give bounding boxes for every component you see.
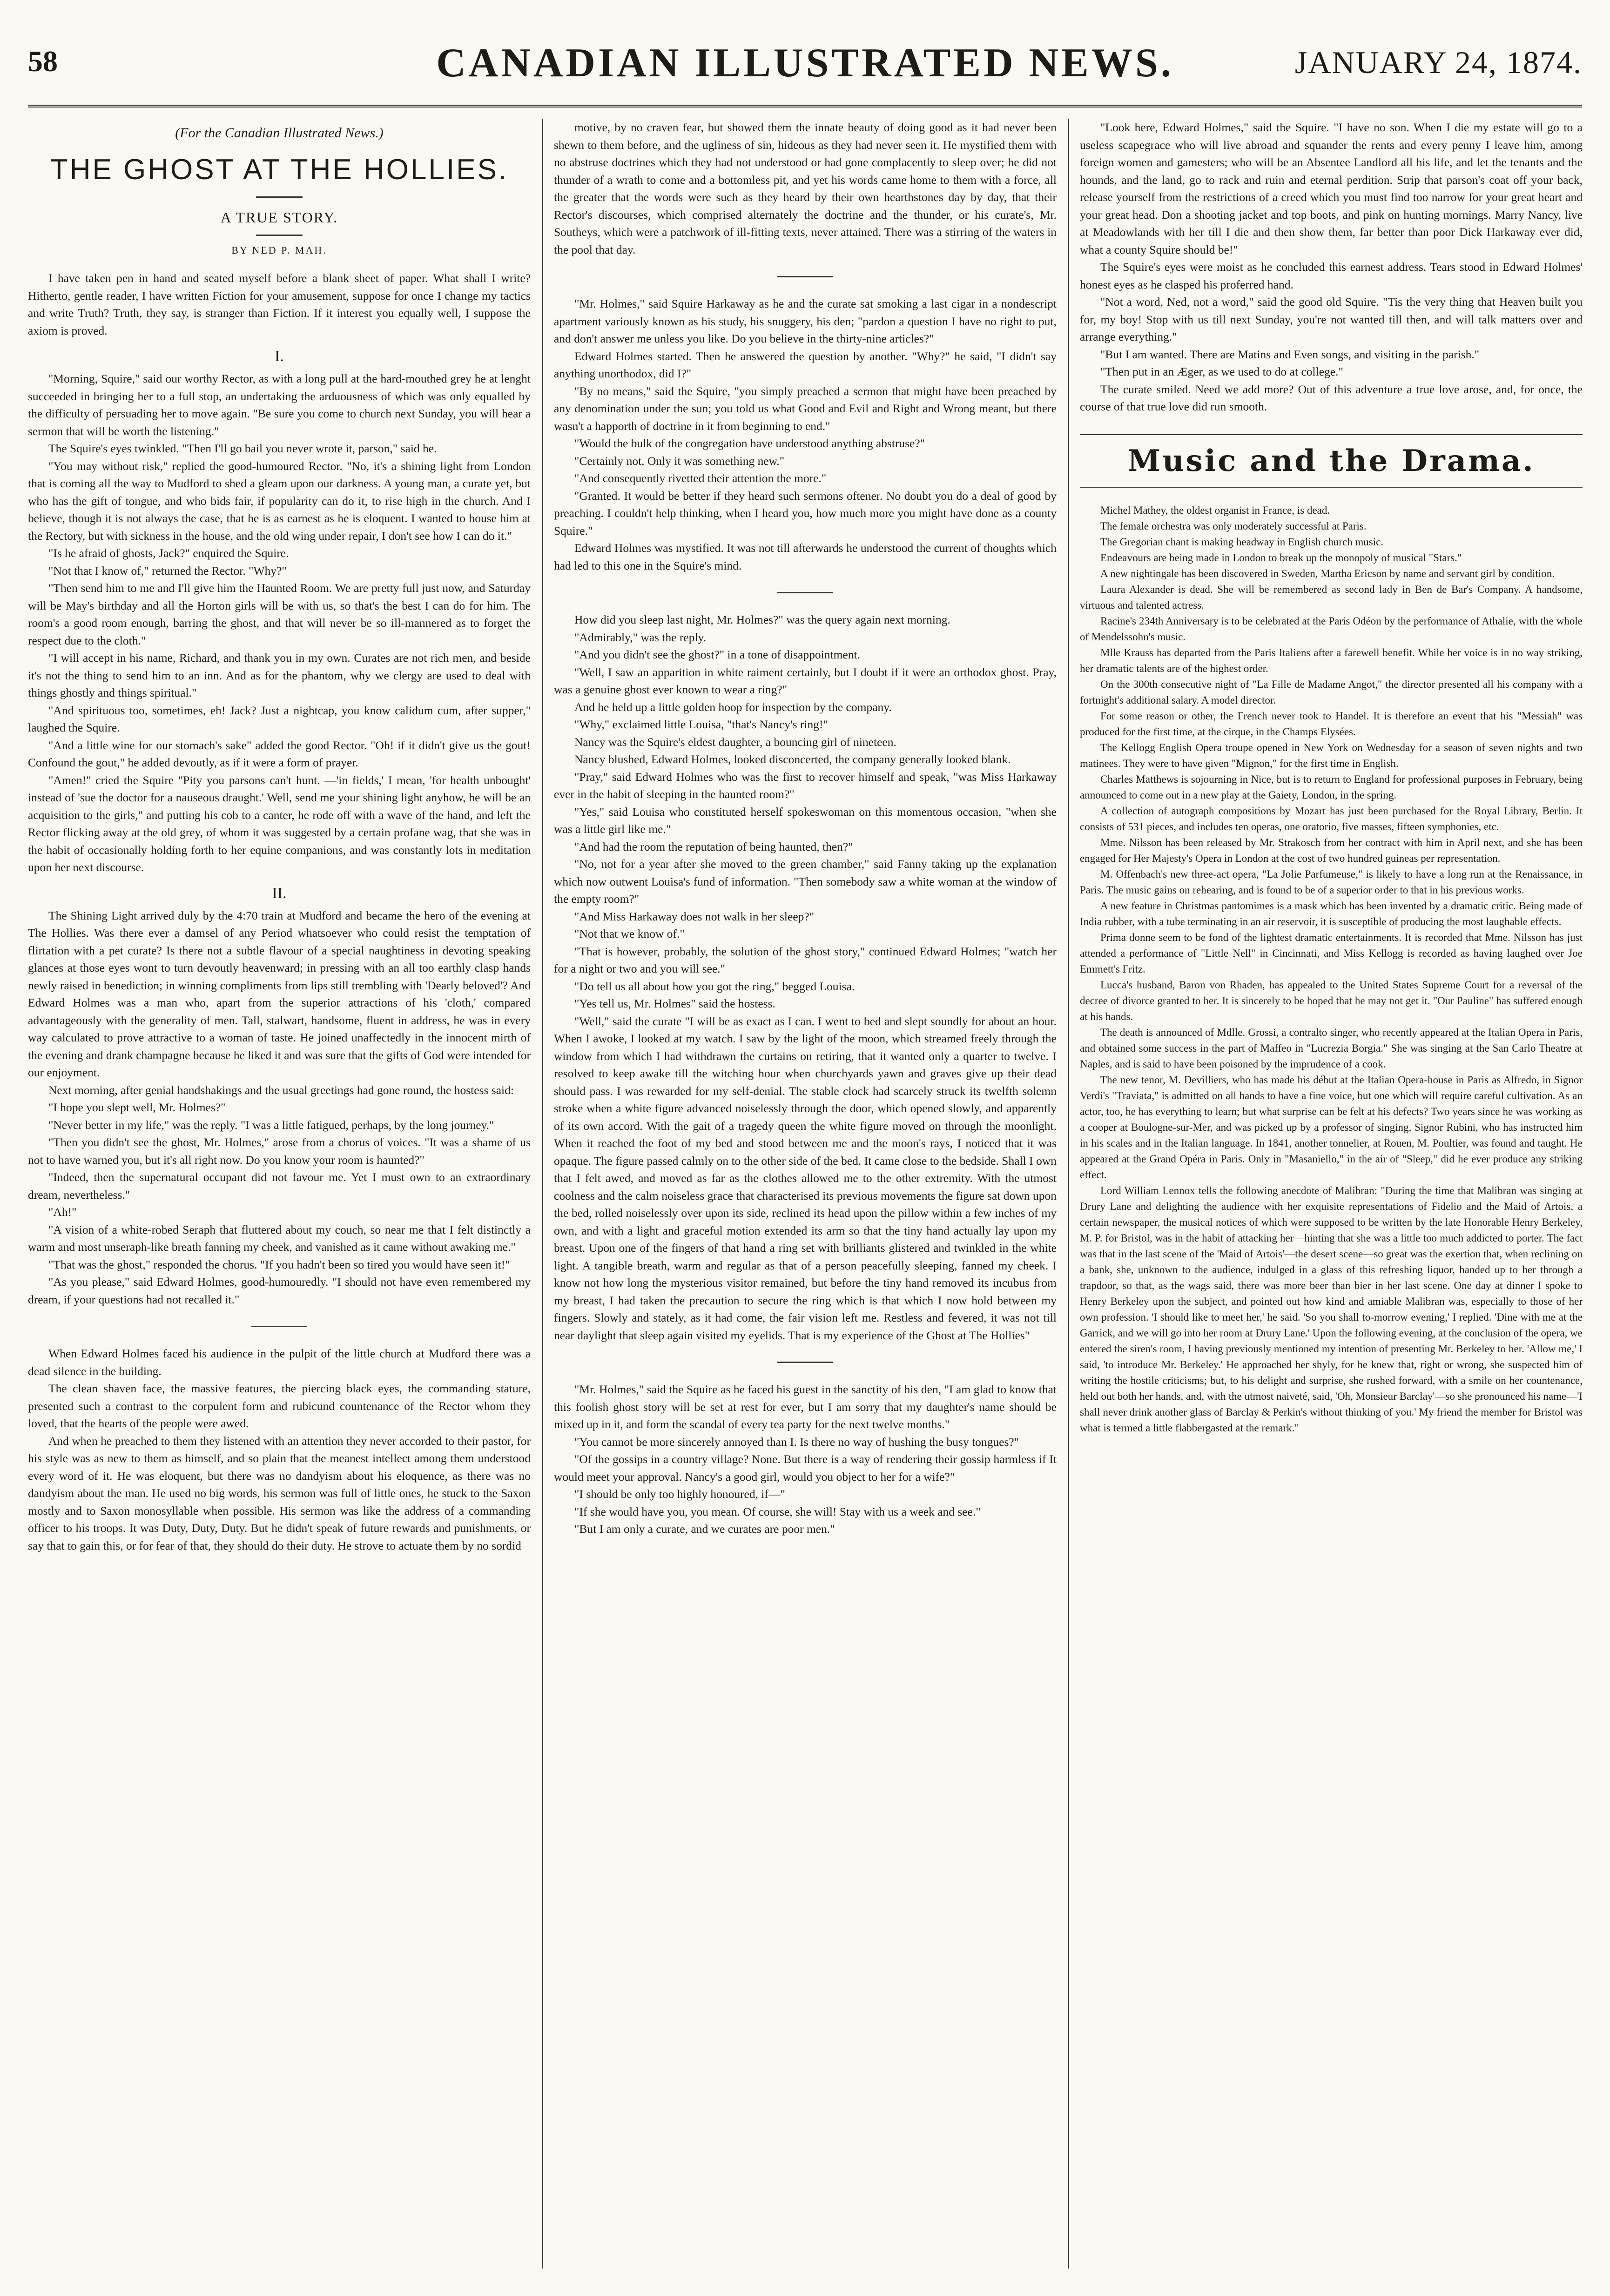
paragraph: "Admirably," was the reply.: [574, 630, 707, 644]
squire-dialogue: [554, 295, 1057, 574]
paragraph: "As you please," said Edward Holmes, good-humouredly. "I should not have even remembered my dream, if your questions had not recalled it.": [28, 1275, 531, 1306]
paragraph: "Then put in an Æger, as we used to do at college.": [1100, 365, 1343, 378]
paragraph: A new nightingale has been discovered in Sweden, Martha Ericson by name and servant girl by condition.: [1100, 567, 1555, 579]
paragraph: "If she would have you, you mean. Of course, she will! Stay with us a week and see.": [574, 1504, 981, 1518]
paragraph: The Squire's eyes were moist as he concluded this earnest address. Tears stood in Edward Holmes' honest eyes as he clasped his proferred hand.: [1080, 260, 1583, 291]
paragraph: Mlle Krauss has departed from the Paris Italiens after a farewell benefit. While her voice is in no way striking, her dramatic talents are of the highest order.: [1080, 646, 1583, 674]
section-2-body: [28, 907, 531, 1309]
paragraph: "And spirituous too, sometimes, eh! Jack? Just a nightcap, you know calidum cum, after supper," laughed the Squire.: [28, 703, 531, 734]
divider: [251, 1326, 307, 1327]
paragraph: "By no means," said the Squire, "you simply preached a sermon that might have been preached by any denomination under the sun; you told us what Good and Evil and Right and Wrong meant, but there wasn't a happorth of doctrine in it from beginning to end.": [554, 384, 1057, 433]
paragraph: Edward Holmes started. Then he answered the question by another. "Why?" he said, "I didn't say anything unorthodox, did I?": [554, 349, 1057, 380]
music-drama-heading: Music and the Drama.: [1080, 434, 1583, 488]
column-rule: [1068, 119, 1069, 2269]
column-3: [1080, 119, 1583, 2269]
paragraph: "I will accept in his name, Richard, and thank you in my own. Curates are not rich men, and beside it's not the thing to send him to an inn. And as for the phantom, why we clergy are used to deal with things ghostly and things spiritual.": [28, 651, 531, 699]
paragraph: "And Miss Harkaway does not walk in her sleep?": [574, 909, 815, 923]
story-intro: I have taken pen in hand and seated myself before a blank sheet of paper. What shall I write? Hitherto, gentle reader, I have written Fiction for your amusement, suppose for once I change my tactics and write Truth? Truth, they say, is stranger than Fiction. If it interest you equally well, I suppose the axiom is proved.: [28, 271, 531, 337]
paragraph: "Pray," said Edward Holmes who was the first to recover himself and speak, "was Miss Harkaway ever in the habit of sleeping in the haunted room?": [554, 770, 1057, 801]
paragraph: The clean shaven face, the massive features, the piercing black eyes, the commanding stature, presented such a contrast to the corpulent form and rubicund countenance of the Rector whom they loved, that the hearts of the people were awed.: [28, 1382, 531, 1430]
paragraph: For some reason or other, the French never took to Handel. It is therefore an event that his "Messiah" was produced for the first time, at the cirque, in the Champs Elysées.: [1080, 710, 1583, 738]
paragraph: "I should be only too highly honoured, if—": [574, 1487, 785, 1501]
paragraph: "But I am wanted. There are Matins and Even songs, and visiting in the parish.": [1100, 347, 1480, 361]
column-1: [28, 119, 531, 2269]
paragraph: Nancy was the Squire's eldest daughter, a bouncing girl of nineteen.: [574, 735, 896, 749]
paragraph: "Then you didn't see the ghost, Mr. Holmes," arose from a chorus of voices. "It was a shame of us not to have warned you, but it's all right now. Do you know your room is haunted?": [28, 1135, 531, 1167]
divider: [777, 592, 833, 593]
paragraph: On the 300th consecutive night of "La Fille de Madame Angot," the director presented all his company with a fortnight's additional salary. A model director.: [1080, 678, 1583, 706]
paragraph: "But I am only a curate, and we curates are poor men.": [574, 1522, 835, 1536]
newspaper-title: CANADIAN ILLUSTRATED NEWS.: [436, 40, 1174, 86]
columns: [28, 119, 1582, 2269]
paragraph: The female orchestra was only moderately successful at Paris.: [1100, 520, 1367, 532]
music-drama-items: [1080, 503, 1583, 1436]
paragraph: Next morning, after genial handshakings and the usual greetings had gone round, the hostess said:: [48, 1083, 514, 1097]
paragraph: And when he preached to them they listened with an attention they never accorded to their pastor, for his style was as new to them as himself, and so plain that the meanest intellect among them understood every word of it. He was eloquent, but there was no dandyism about his eloquence, as there was no dandyism about the man. He used no big words, his sermon was full of little ones, he stuck to the Saxon mostly and to Saxon monosyllable when possible. His sermon was like the address of a commanding officer to his troops. It was Duty, Duty, Duty. But he didn't speak of future rewards and punishments, or say that to gain this, or for fear of that, they should do their duty. He strove to actuate them by no sordid: [28, 1434, 531, 1552]
paragraph: "Certainly not. Only it was something new.": [574, 454, 785, 468]
paragraph: A new feature in Christmas pantomimes is a mask which has been invented by a dramatic critic. Being made of India rubber, with a tube terminating in an air reservoir, it is susceptible of producing the most laughable effects.: [1080, 900, 1583, 927]
paragraph: The new tenor, M. Devilliers, who has made his début at the Italian Opera-house in Paris as Alfredo, in Signor Verdi's "Traviata," is admitted on all hands to have a fine voice, but one which will require careful cultivation. As an actor, too, he has everything to learn; but what surprise can be felt at his defects? Two years since he was working as a cooper at Boulogne-sur-Mer, and was picked up by a professor of singing, Signor Rubini, who has instructed him in his scales and in the Italian language. In 1841, another tonnelier, at Rouen, M. Poultier, was found and taught. He appeared at the Grand Opéra in Paris. Only in "Masaniello," in the air of "Sleep," did he ever produce any striking effect.: [1080, 1074, 1583, 1181]
sermon-continued: [554, 119, 1057, 258]
section-1-body: [28, 370, 531, 876]
divider: [256, 196, 303, 198]
paragraph: Racine's 234th Anniversary is to be celebrated at the Paris Odéon by the performance of Athalie, with the whole of Mendelssohn's music.: [1080, 615, 1583, 643]
paragraph: And he held up a little golden hoop for inspection by the company.: [574, 700, 892, 714]
paragraph: "Mr. Holmes," said the Squire as he faced his guest in the sanctity of his den, "I am glad to know that this foolish ghost story will be set at rest for ever, but I am sorry that my daughter's name should be mixed up in it, and form the scandal of every tea party for the next twelve months.": [554, 1383, 1057, 1431]
column-2: [554, 119, 1057, 2269]
paragraph: "Well," said the curate "I will be as exact as I can. I went to bed and slept soundly for about an hour. When I awoke, I looked at my watch. I saw by the light of the moon, which streamed freely through the window from which I had withdrawn the curtains on retiring, that it wanted only a quarter to twelve. I resolved to keep awake till the witching hour when churchyards yawn and graves give up their dead should pass. I was rewarded for my self-denial. The stable clock had scarcely struck its twelfth solemn stroke when a white figure advanced noiselessly through the door, which opened slowly, and apparently of its own accord. With the gait of a tragedy queen the white figure moved on through the moonlight. When it reached the foot of my bed and stood between me and the moon's rays, I noticed that it was opaque. The figure passed calmly on to the other side of the bed. It came close to the bedside. Shall I own that I felt awed, and moved as far as the clothes allowed me to the other extremity. With the utmost coolness and the calm noiseless grace that characterised its previous movements the figure sat down upon the bed, rolled noiselessly over upon its side, reclined its head upon the pillow within a few inches of my own, and with a light and graceful motion extended its arm so that the tiny hand actually lay upon my breast. Upon one of the fingers of that hand a ring set with brilliants glistered and twinkled in the white light. A tangible breath, warm and regular as that of a person peacefully sleeping, fanned my cheek. I know not how long the mysterious visitor remained, but before the tiny hand removed its incubus from my breast, I had taken the precaution to secure the ring which is that which I now hold between my fingers. Slowly and stately, as it had come, the fair vision left me. Restless and fevered, it was not till near daylight that sleep again visited my eyelids. That is my experience of the Ghost at The Hollies": [554, 1014, 1057, 1342]
paragraph: "Amen!" cried the Squire "Pity you parsons can't hunt. —'in fields,' I mean, 'for health unbought' instead of 'sue the doctor for a nauseous draught.' Well, send me your shining light anyhow, he will be an acquisition to the girls," and putting his cob to a canter, he rode off with a wave of the hand, and left the Rector flicking away at the old grey, of whom it was suggested by a certain profane wag, that she was in the habit of occasionally holding forth to her equine companions, and was constantly lots in meditation upon her next discourse.: [28, 773, 531, 874]
story-subtitle: A TRUE STORY.: [220, 209, 338, 226]
paragraph: "Not a word, Ned, not a word," said the good old Squire. "Tis the very thing that Heaven built you for, my boy! Stop with us till next Sunday, you're not wanted till then, and will talk matters over and arrange everything.": [1080, 295, 1583, 343]
paragraph: "Is he afraid of ghosts, Jack?" enquired the Squire.: [48, 546, 289, 560]
paragraph: "Morning, Squire," said our worthy Rector, as with a long pull at the hard-mouthed grey he at lenght succeeded in bringing her to a full stop, an undertaking the arduousness of which was only equalled by the difficulty of persuading her to move again. "Be sure you come to church next Sunday, you will hear a sermon that will be worth the listening.": [28, 372, 531, 438]
paragraph: "Indeed, then the supernatural occupant did not favour me. Yet I must own to an extraordinary dream, nevertheless.": [28, 1170, 531, 1202]
paragraph: "Never better in my life," was the reply. "I was a little fatigued, perhaps, by the long journey.": [48, 1118, 494, 1132]
ghost-dialogue: [554, 611, 1057, 1344]
paragraph: The Kellogg English Opera troupe opened in New York on Wednesday for a season of seven nights and two matinees. They were to have given "Mignon," for the first time in English.: [1080, 741, 1583, 769]
paragraph: Mme. Nilsson has been released by Mr. Strakosch from her contract with him in April next, and she has been engaged for Her Majesty's Opera in London at the cost of two hundred guineas per representation.: [1080, 836, 1583, 864]
paragraph: "Not that we know of.": [574, 927, 685, 940]
story-title: THE GHOST AT THE HOLLIES.: [50, 154, 509, 186]
paragraph: Laura Alexander is dead. She will be remembered as second lady in Ben de Bar's Company. A handsome, virtuous and talented actress.: [1080, 583, 1583, 611]
story-conclusion: [1080, 119, 1583, 416]
paragraph: Lord William Lennox tells the following anecdote of Malibran: "During the time that Malibran was singing at Drury Lane and delighting the audience with her exquisite representations of Fidelio and the Maid of Artois, a certain newspaper, the musical notices of which were supposed to be written by the late Honorable Henry Berkeley, M. P. for Bristol, was in the habit of attacking her—hinting that she was a little too much addicted to porter. The fact was that in the last scene of the 'Maid of Artois'—the desert scene—so great was the exertion that, when reclining on a bank, she, unknown to the audience, indulged in a glass of this refreshing liquor, handed up to her through a trapdoor, so that, as the wags said, there was more beer than bier in her last scene. One day at dinner I spoke to Henry Berkeley upon the subject, and pointed out how kind and amiable Malibran was, especially to those of her own profession. 'I should like to meet her,' he said. 'So you shall to-morrow evening,' I replied. 'Dine with me at the Garrick, and we will go into her room at Drury Lane.' Upon the following evening, at the conclusion of the opera, we entered the siren's room, I having previously mentioned my intention of presenting Mr. Berkeley to her. 'Allow me,' I said, 'to introduce Mr. Berkeley.' He approached her shyly, for he knew that, right or wrong, she suspected him of writing the hostile criticisms; but, to his delight and surprise, she rushed forward, with a smile on her countenance, held out both her hands, and, with the utmost naiveté, said, 'Oh, Monsieur Barclay'—so she pronounced his name—'I shall never drink another glass of Barclay & Perkin's without thinking of you.' My friend the member for Bristol was what is termed a little flabbergasted at the remark.": [1080, 1184, 1583, 1434]
paragraph: Nancy blushed, Edward Holmes, looked disconcerted, the company generally looked blank.: [574, 752, 1011, 766]
paragraph: Lucca's husband, Baron von Rhaden, has appealed to the United States Supreme Court for a reversal of the decree of divorce granted to her. It is sincerely to be hoped that he may not get it. "Our Pauline" has suffered enough at his hands.: [1080, 979, 1583, 1022]
paragraph: "Look here, Edward Holmes," said the Squire. "I have no son. When I die my estate will go to a useless scapegrace who will live abroad and squander the rents and every penny I leave him, among foreign women and gamesters; who will be an Absentee Landlord all his life, and let the tenants and the hounds, and the land, go to rack and ruin and eternal perdition. Strip that parson's coat off your back, release yourself from the restrictions of a creed which you must find too narrow for your great heart and your great head. Don a shooting jacket and top boots, and pink on hunting mornings. Marry Nancy, live at Meadowlands with her till I die and then show them, far better than poor Dick Harkaway ever did, what a county Squire should be!": [1080, 121, 1583, 256]
paragraph: When Edward Holmes faced his audience in the pulpit of the little church at Mudford there was a dead silence in the building.: [28, 1347, 531, 1378]
paragraph: Edward Holmes was mystified. It was not till afterwards he understood the current of thoughts which had led to this one in the Squire's mind.: [554, 541, 1057, 572]
newspaper-page: [28, 26, 1582, 2269]
paragraph: "You may without risk," replied the good-humoured Rector. "No, it's a shining light from London that is coming all the way to Mudford to shed a gleam upon our darkness. A young man, a curate yet, but who has the gift of tongue, and who bids fair, if popularity can do it, to rise high in the church. And I believe, though it is not always the case, that he is as earnest as he is eloquent. I wanted to house him at the Rectory, but with sickness in the house, and the old wing under repair, I don't see how I can do it.": [28, 459, 531, 543]
paragraph: Charles Matthews is sojourning in Nice, but is to return to England for professional purposes in February, being announced to come out in a new play at the Gaiety, London, in the spring.: [1080, 773, 1583, 801]
paragraph: "Mr. Holmes," said Squire Harkaway as he and the curate sat smoking a last cigar in a nondescript apartment variously known as his study, his snuggery, his den; "pardon a question I have no right to put, and don't answer me unless you like. Do you believe in the thirty-nine articles?": [554, 297, 1057, 345]
paragraph: The curate smiled. Need we add more? Out of this adventure a true love arose, and, for once, the course of that true love did run smooth.: [1080, 382, 1583, 413]
issue-date: JANUARY 24, 1874.: [1294, 45, 1582, 80]
section-number: I.: [275, 348, 284, 365]
section-number: II.: [272, 884, 287, 902]
paragraph: The death is announced of Mdlle. Grossi, a contralto singer, who recently appeared at the Italian Opera in Paris, and obtained some success in the part of Maffeo in "Lucrezia Borgia." She was singing at the San Carlo Theatre at Naples, and is said to have been poisoned by the imprudence of a cook.: [1080, 1026, 1583, 1070]
paragraph: "You cannot be more sincerely annoyed than I. Is there no way of hushing the busy tongues?": [574, 1435, 1019, 1449]
proposal-dialogue: [554, 1381, 1057, 1538]
paragraph: Endeavours are being made in London to break up the monopoly of musical "Stars.": [1100, 551, 1462, 564]
byline: BY NED P. MAH.: [231, 244, 327, 256]
paragraph: "A vision of a white-robed Seraph that fluttered about my couch, so near me that I felt distinctly a warm and most unseraph-like breath fanning my cheek, and vanished as it came without awaking me.": [28, 1222, 531, 1254]
paragraph: "And a little wine for our stomach's sake" added the good Rector. "Oh! if it didn't give us the gout! Confound the gout," he added devoutly, as if it were a form of prayer.: [28, 738, 531, 769]
paragraph: Prima donne seem to be fond of the lightest dramatic entertainments. It is recorded that Mme. Nilsson has just attended a performance of "Little Nell" in Cincinnati, and Miss Kellogg is recorded as having laughed over Joe Emmett's Fritz.: [1080, 931, 1583, 975]
paragraph: "And had the room the reputation of being haunted, then?": [574, 839, 853, 853]
sermon-body: [28, 1345, 531, 1554]
paragraph: "Yes tell us, Mr. Holmes" said the hostess.: [574, 997, 775, 1010]
paragraph: "Why," exclaimed little Louisa, "that's Nancy's ring!": [574, 718, 828, 731]
paragraph: "And consequently rivetted their attention the more.": [574, 471, 827, 485]
page-number: 58: [28, 45, 58, 78]
paragraph: "Granted. It would be better if they heard such sermons oftener. No doubt you do a deal of good by preaching. I couldn't help thinking, when I heard you, how much more you might have done as a county Squire.": [554, 489, 1057, 537]
paragraph: Michel Mathey, the oldest organist in France, is dead.: [1100, 504, 1330, 516]
paragraph: "Then send him to me and I'll give him the Haunted Room. We are pretty full just now, and Saturday will be May's birthday and all the Horton girls will be with us, so that's the best I can do for him. The room's a good room enough, barring the ghost, and that will never be so ill-mannered as to forget the respect due to the cloth.": [28, 581, 531, 647]
paragraph: How did you sleep last night, Mr. Holmes?" was the query again next morning.: [574, 613, 950, 626]
paragraph: "Yes," said Louisa who constituted herself spokeswoman on this momentous occasion, "when she was a little girl like me.": [554, 805, 1057, 836]
paragraph: The Gregorian chant is making headway in English church music.: [1100, 536, 1384, 548]
source-note: (For the Canadian Illustrated News.): [175, 125, 384, 141]
paragraph: The Squire's eyes twinkled. "Then I'll go bail you never wrote it, parson," said he.: [48, 442, 437, 455]
divider: [777, 276, 833, 277]
paragraph: The Shining Light arrived duly by the 4:70 train at Mudford and became the hero of the evening at The Hollies. Was there ever a damsel of any Period whatsoever who could resist the temptation of flirtation with a pet curate? Is there not a subtle flavour of a special naughtiness in devoting speaking glances at those eyes wont to turn devoutly heavenward; in pressing with an all too earthly clasp hands newly raised in benediction; in winning compliments from lips still trembling with 'Dearly beloved'? And Edward Holmes was a man who, apart from the superior attractions of his 'cloth,' compared advantageously with the generality of men. Tall, stalwart, handsome, fluent in address, he was in every way calculated to prove attractive to a woman of taste. He joined unaffectedly in the innocent mirth of the evening and drank champagne because he liked it and was sure that the gifts of God were intended for our enjoyment.: [28, 908, 531, 1079]
paragraph: "Well, I saw an apparition in white raiment certainly, but I doubt if it were an orthodox ghost. Pray, was a genuine ghost ever known to wear a ring?": [554, 665, 1057, 696]
paragraph: motive, by no craven fear, but showed them the innate beauty of doing good as it had never been shewn to them before, and the ugliness of sin, hideous as they had never seen it. He mystified them with no abstruse doctrines which they had not understood or had gone complacently to sleep over; he did not thunder of a wrath to come and a bottomless pit, and yet his words came home to them with a force, all the greater that the words were such as they heard by their own hearthstones day by day, that their Rector's discourses, which comprised alternately the doctrine and the thunder, or his curate's, Mr. Southeys, which were a patchwork of ill-fitting texts, never attained. There was a stirring of the waters in the pool that day.: [554, 121, 1057, 256]
paragraph: "No, not for a year after she moved to the green chamber," said Fanny taking up the explanation which now outwent Louisa's fund of information. "Then somebody saw a white woman at the window of the empty room?": [554, 857, 1057, 906]
paragraph: "Would the bulk of the congregation have understood anything abstruse?": [574, 436, 925, 450]
paragraph: "Not that I know of," returned the Rector. "Why?": [48, 564, 287, 577]
paragraph: "Ah!": [48, 1205, 77, 1219]
divider: [777, 1362, 833, 1363]
paragraph: "And you didn't see the ghost?" in a tone of disappointment.: [574, 648, 860, 661]
paragraph: "That was the ghost," responded the chorus. "If you hadn't been so tired you would have seen it!": [48, 1257, 510, 1271]
paragraph: A collection of autograph compositions by Mozart has just been purchased for the Royal Library, Berlin. It consists of 531 pieces, and includes ten operas, one oratorio, five masses, fifteen symphonies, etc.: [1080, 805, 1583, 832]
paragraph: "Of the gossips in a country village? None. But there is a way of rendering their gossip harmless if It would meet your approval. Nancy's a good girl, would you object to her for a wife?": [554, 1452, 1057, 1484]
masthead: [28, 26, 1582, 107]
column-rule: [542, 119, 543, 2269]
divider: [256, 235, 303, 236]
paragraph: "Do tell us all about how you got the ring," begged Louisa.: [574, 979, 855, 993]
paragraph: "That is however, probably, the solution of the ghost story," continued Edward Holmes; "watch her for a night or two and you will see.": [554, 944, 1057, 975]
paragraph: "I hope you slept well, Mr. Holmes?": [48, 1101, 226, 1114]
paragraph: M. Offenbach's new three-act opera, "La Jolie Parfumeuse," is likely to have a long run at the Renaissance, in Paris. The music gains on rehearing, and is found to be of a superior order to that in his previous works.: [1080, 868, 1583, 896]
